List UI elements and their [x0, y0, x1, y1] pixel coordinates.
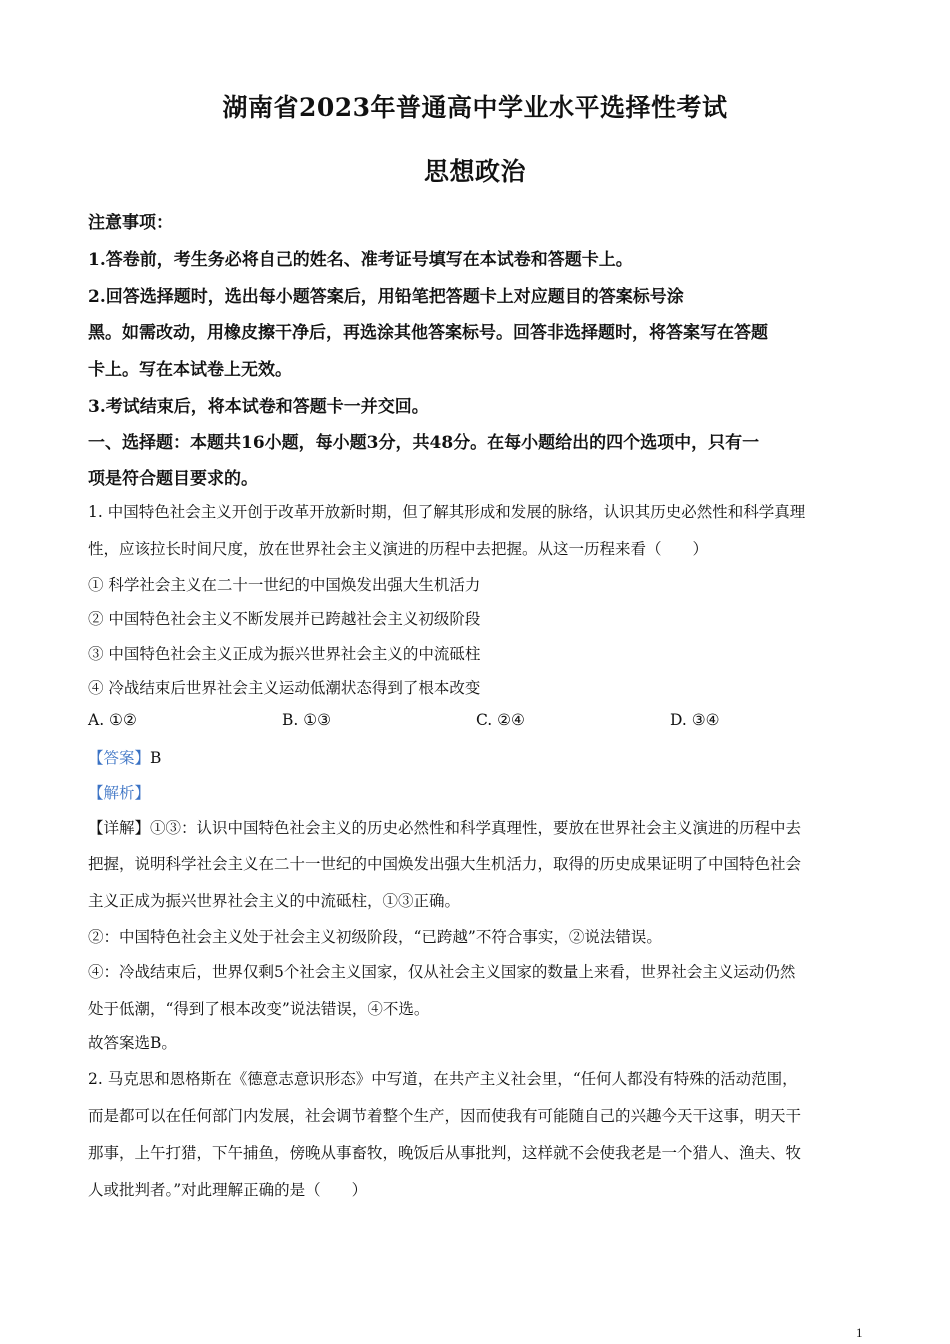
q1-answer — [88, 746, 868, 768]
q1-conclusion: 故答案选B。 — [88, 1034, 177, 1052]
q2-stem-line-3: 那事，上午打猎，下午捕鱼，傍晚从事畜牧，晚饭后从事批判，这样就不会使我老是一个猎人、渔夫、牧 — [88, 1144, 802, 1162]
q1-choice-d: D. ③④ — [670, 711, 720, 729]
q1-detail-line-6: 处于低潮，“得到了根本改变”说法错误，④不选。 — [88, 1000, 430, 1018]
q2-stem-line-2: 而是都可以在任何部门内发展，社会调节着整个生产，因而使我有可能随自己的兴趣今天干这事，明天干 — [88, 1107, 802, 1125]
section-heading-line-1: 一、选择题：本题共16小题，每小题3分，共48分。在每小题给出的四个选项中，只有一 — [88, 433, 760, 453]
q1-choice-a: A. ①② — [88, 711, 137, 729]
q1-detail-line-3: 主义正成为振兴世界社会主义的中流砥柱，①③正确。 — [88, 892, 461, 910]
q2-stem-line-4: 人或批判者。”对此理解正确的是（ ） — [88, 1181, 368, 1199]
analysis-label: 【解析】 — [88, 784, 151, 802]
q1-stem-line-1: 1. 中国特色社会主义开创于改革开放新时期，但了解其形成和发展的脉络，认识其历史必然性和科学真理 — [88, 503, 806, 521]
q1-stem-line-2: 性，应该拉长时间尺度，放在世界社会主义演进的历程中去把握。从这一历程来看（ ） — [88, 540, 709, 558]
notice-item-2-line-1: 2.回答选择题时，选出每小题答案后，用铅笔把答题卡上对应题目的答案标号涂 — [88, 287, 684, 307]
q1-detail-line-4: ②：中国特色社会主义处于社会主义初级阶段，“已跨越”不符合事实，②说法错误。 — [88, 928, 662, 946]
exam-title: 湖南省2023年普通高中学业水平选择性考试 — [222, 93, 728, 122]
detail-label: 【详解】 — [88, 819, 151, 837]
notice-item-2-line-2: 黑。如需改动，用橡皮擦干净后，再选涂其他答案标号。回答非选择题时，将答案写在答题 — [88, 323, 768, 343]
page-number: 1 — [856, 1325, 863, 1340]
q2-stem-line-1: 2. 马克思和恩格斯在《德意志意识形态》中写道，在共产主义社会里，“任何人都没有特殊的活动范围， — [88, 1070, 798, 1088]
q1-option-1: ① 科学社会主义在二十一世纪的中国焕发出强大生机活力 — [88, 576, 481, 594]
subject-title: 思想政治 — [423, 157, 526, 186]
q1-choice-b: B. ①③ — [282, 711, 332, 729]
answer-label: 【答案】 — [88, 749, 151, 767]
answer-value: B — [150, 749, 162, 767]
q1-choice-c: C. ②④ — [476, 711, 525, 729]
notice-heading: 注意事项： — [88, 213, 173, 233]
notice-item-2-line-3: 卡上。写在本试卷上无效。 — [88, 360, 292, 380]
notice-item-1: 1.答卷前，考生务必将自己的姓名、准考证号填写在本试卷和答题卡上。 — [88, 250, 633, 270]
notice-item-3: 3.考试结束后，将本试卷和答题卡一并交回。 — [88, 397, 429, 417]
q1-detail-line-1: 【详解】①③：认识中国特色社会主义的历史必然性和科学真理性，要放在世界社会主义演进的历程中去 — [88, 819, 802, 837]
q1-option-3: ③ 中国特色社会主义正成为振兴世界社会主义的中流砥柱 — [88, 645, 481, 663]
q1-option-2: ② 中国特色社会主义不断发展并已跨越社会主义初级阶段 — [88, 610, 481, 628]
q1-detail-line-2: 把握，说明科学社会主义在二十一世纪的中国焕发出强大生机活力，取得的历史成果证明了中国特色社会 — [88, 855, 802, 873]
q1-option-4: ④ 冷战结束后世界社会主义运动低潮状态得到了根本改变 — [88, 679, 481, 697]
q1-detail-line-5: ④：冷战结束后，世界仅剩5个社会主义国家，仅从社会主义国家的数量上来看，世界社会主义运动仍然 — [88, 963, 796, 981]
section-heading-line-2: 项是符合题目要求的。 — [88, 469, 258, 489]
